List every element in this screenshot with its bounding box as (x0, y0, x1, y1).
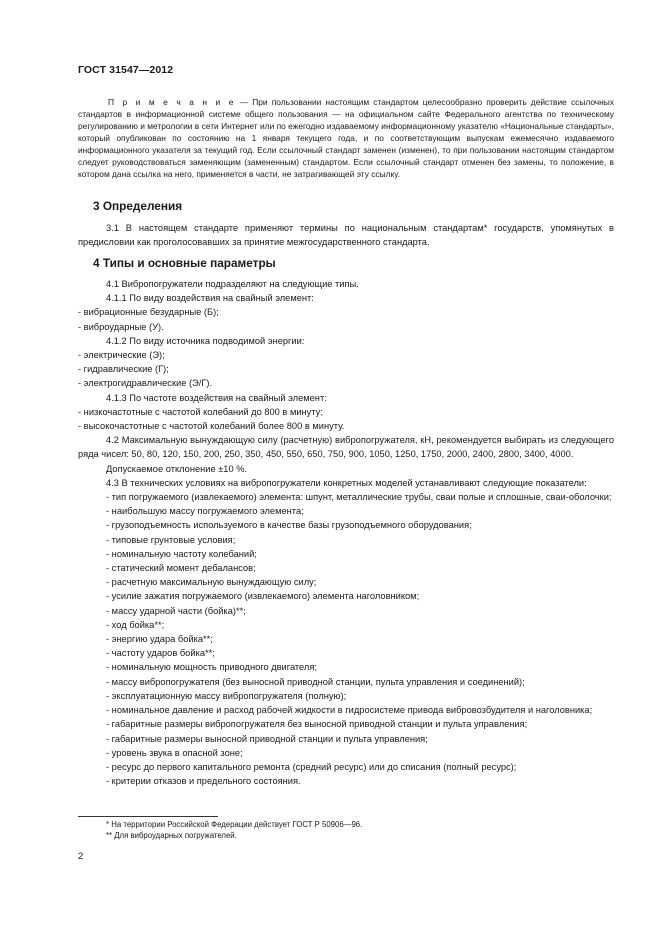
note-text: — При пользовании настоящим стандартом целесообразно проверить действие ссылочных стандартов в информационной системе общего пользования — на официальном сайте Федерального агентства по техническому регулированию и метрологии в сети Интернет или по ежегодно издаваемому информационному указателю «Национальные стандарты», который опубликован по состоянию на 1 января текущего года, и по соответствующим выпускам ежемесячно издаваемого информационного указателя за текущий год. Если ссылочный стандарт заменен (изменен), то при пользовании настоящим стандартом следует руководствоваться заменяющим (замененным) стандартом. Если ссылочный стандарт отменен без замены, то положение, в котором дана ссылка на него, применяется в части, не затрагивающей эту ссылку. (78, 97, 614, 180)
list-item: 4.1.3 По частоте воздействия на свайный элемент: (106, 392, 327, 403)
section-3-heading: 3 Определения (93, 199, 183, 213)
note-label: П р и м е ч а н и е (108, 97, 236, 107)
list-item: - гидравлические (Г); (78, 364, 169, 375)
footnote-separator (78, 816, 218, 817)
list-item: - частоту ударов бойка**; (106, 648, 215, 659)
section-4-heading: 4 Типы и основные параметры (93, 256, 276, 270)
list-item: - габаритные размеры вибропогружателя без выносной приводной станции и пульта управления; (106, 719, 528, 730)
note-block (78, 96, 614, 180)
list-item: - расчетную максимальную вынуждающую силу; (106, 577, 317, 588)
list-item: - электрические (Э); (78, 350, 165, 361)
list-item: - типовые грунтовые условия; (106, 534, 236, 545)
list-item: Допускаемое отклонение ±10 %. (106, 463, 248, 474)
list-item: - вибрационные безударные (Б); (78, 307, 219, 318)
list-item: - ресурс до первого капитального ремонта (средний ресурс) или до списания (полный ресурс); (106, 761, 517, 772)
list-item: - массу ударной части (бойка)**; (106, 605, 246, 616)
list-item: - низкочастотные с частотой колебаний до 800 в минуту; (78, 406, 323, 417)
footnote-1: * На территории Российской Федерации действует ГОСТ Р 50906—96. (106, 820, 363, 829)
list-item: - электрогидравлические (Э/Г). (78, 378, 213, 389)
list-item: - габаритные размеры выносной приводной станции и пульта управления; (106, 733, 428, 744)
list-item: - статический момент дебалансов; (106, 563, 256, 574)
paragraph-3-1: 3.1 В настоящем стандарте применяют термины по национальным стандартам* государств, упомянутых в предисловии как проголосовавших за принятие межгосударственного стандарта. (78, 223, 614, 248)
list-item: - уровень звука в опасной зоне; (106, 747, 243, 758)
list-item: - виброударные (У). (78, 321, 164, 332)
list-item: - номинальную частоту колебаний; (106, 548, 257, 559)
list-item: - эксплуатационную массу вибропогружателя (полную); (106, 690, 347, 701)
list-item: 4.1.2 По виду источника подводимой энергии: (106, 335, 305, 346)
list-item: - усилие зажатия погружаемого (извлекаемого) элемента наголовником; (106, 591, 420, 602)
list-item: 4.1 Вибропогружатели подразделяют на следующие типы. (106, 279, 359, 289)
list-item: - высокочастотные с частотой колебаний более 800 в минуту. (78, 421, 345, 432)
section-3-body (78, 221, 614, 249)
section-4-body (78, 277, 614, 788)
list-item: - критерии отказов и предельного состояния. (106, 776, 301, 787)
list-item: - ход бойка**; (106, 619, 165, 630)
list-item: - грузоподъемность используемого в качестве базы грузоподъемного оборудования; (106, 520, 472, 531)
list-item: 4.1.1 По виду воздействия на свайный элемент: (106, 293, 314, 304)
list-item: - номинальную мощность приводного двигателя; (106, 662, 317, 673)
footnote-2: ** Для виброударных погружателей. (106, 831, 237, 840)
paragraph-4-3: 4.3 В технических условиях на вибропогружатели конкретных моделей устанавливают следующие показатели: (106, 477, 587, 488)
list-item: - энергию удара бойка**; (106, 634, 213, 645)
list-item: - массу вибропогружателя (без выносной приводной станции, пульта управления и соединений); (106, 676, 525, 687)
document-code-header: ГОСТ 31547—2012 (78, 64, 174, 76)
list-item: - тип погружаемого (извлекаемого) элемента: шпунт, металлические трубы, сваи полые и сплошные, сваи-оболочки; (106, 492, 612, 503)
page-number: 2 (78, 851, 84, 862)
list-item: - номинальное давление и расход рабочей жидкости в гидросистеме привода вибровозбудителя и наголовника; (106, 705, 593, 716)
list-item: - наибольшую массу погружаемого элемента; (106, 506, 304, 517)
paragraph-4-2: 4.2 Максимальную вынуждающую силу (расчетную) вибропогружателя, кН, рекомендуется выбирать из следующего ряда чисел: 50, 80, 120, 150, 200, 250, 350, 450, 550, 650, 750, 900, 1050, 1250, 1750, 2000, 2400, 2800, 3400, 4000. (78, 435, 614, 460)
